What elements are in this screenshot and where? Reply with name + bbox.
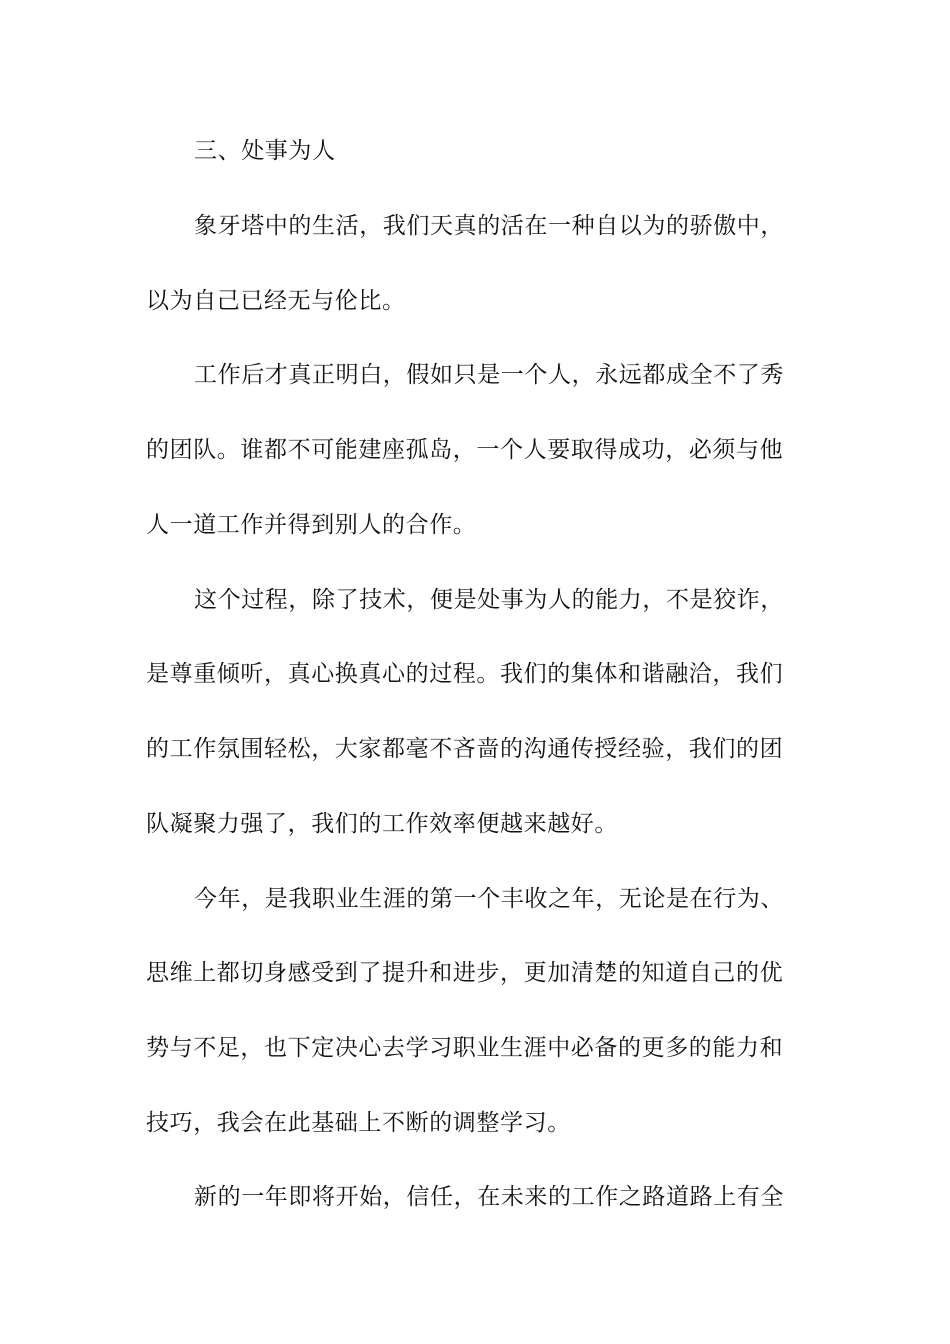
paragraph-line: 新的一年即将开始，信任，在未来的工作之路道路上有全	[194, 1184, 784, 1210]
paragraph-line: 人一道工作并得到别人的合作。	[146, 512, 477, 538]
paragraph-line: 象牙塔中的生活，我们天真的活在一种自以为的骄傲中，	[194, 213, 784, 239]
paragraph-line: 以为自己已经无与伦比。	[146, 288, 406, 314]
paragraph-line: 今年，是我职业生涯的第一个丰收之年，无论是在行为、	[194, 886, 784, 912]
paragraph-line: 的团队。谁都不可能建座孤岛，一个人要取得成功，必须与他	[146, 437, 784, 463]
paragraph-line: 是尊重倾听，真心换真心的过程。我们的集体和谐融洽，我们	[146, 661, 784, 687]
paragraph-line: 这个过程，除了技术，便是处事为人的能力，不是狡诈，	[194, 587, 784, 613]
paragraph-line: 技巧，我会在此基础上不断的调整学习。	[146, 1110, 571, 1136]
paragraph-line: 思维上都切身感受到了提升和进步，更加清楚的知道自己的优	[146, 960, 784, 986]
paragraph-line: 队凝聚力强了，我们的工作效率便越来越好。	[146, 811, 618, 837]
section-heading: 三、处事为人	[194, 138, 336, 164]
paragraph-line: 势与不足，也下定决心去学习职业生涯中必备的更多的能力和	[146, 1035, 784, 1061]
paragraph-line: 工作后才真正明白，假如只是一个人，永远都成全不了秀	[194, 362, 784, 388]
paragraph-line: 的工作氛围轻松，大家都毫不吝啬的沟通传授经验，我们的团	[146, 736, 784, 762]
